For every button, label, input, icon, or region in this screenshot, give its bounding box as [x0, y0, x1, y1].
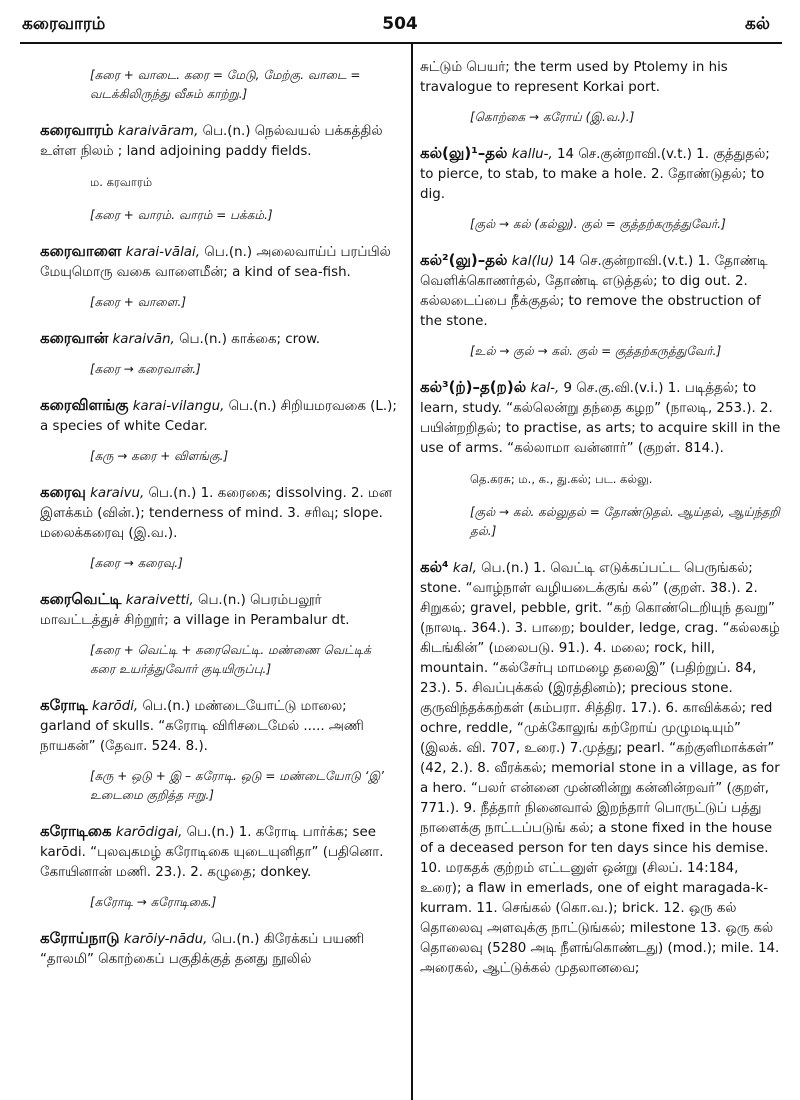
transliteration: kallu-, [511, 147, 553, 162]
etymology-note: [கரை → கரைவான்.] [90, 362, 201, 376]
definition: 14 செ.குன்றாவி.(v.t.) 1. குத்துதல்; to pierce, to stab, to make a hole. 2. தோண்டுதல்; to dig. [420, 147, 770, 202]
left-column [40, 58, 398, 976]
etymology-note: [உல் → குல் → கல். குல் = குத்தற்கருத்துவேர்.] [470, 344, 722, 358]
etymology-note: [குல் → கல் (கல்லு). குல் = குத்தற்கருத்துவேர்.] [470, 217, 726, 231]
dictionary-entry [40, 928, 398, 970]
transliteration: kal, [452, 561, 477, 576]
column-divider [411, 44, 413, 1100]
headword: கரைவு [40, 483, 86, 501]
headword: கல்⁴ [420, 558, 449, 576]
headword: கல்(லு)¹–தல் [420, 144, 508, 162]
etymology-note: [கரை + வாரம். வாரம் = பக்கம்.] [90, 208, 273, 222]
headword: கரைவாளை [40, 242, 122, 260]
definition: 9 செ.கு.வி.(v.i.) 1. படித்தல்; to learn, study. “கல்லென்று தந்தை கழற” (நாலடி, 253.). 2. பயின்றறிதல்; to practise, as arts; to acquire skill in the use of arms. “கல்லாமா வன்னார்” (குறள். 814.). [420, 381, 781, 456]
etymology-note: [கரை + வெட்டி + கரைவெட்டி. மண்ணை வெட்டிக் கரை உயர்த்துவோர் குடியிருப்பு.] [90, 643, 371, 676]
headword: கரைவான் [40, 329, 109, 347]
definition: பெ.(n.) 1. கரோடி பார்க்க; see karōdi. “புலவுகமழ் கரோடிகை யுடையுனிதா” (பதினொ. கோயினான் மணி. 23.). 2. கழுதை; donkey. [40, 825, 384, 880]
headword: கரோடி [40, 696, 88, 714]
dictionary-entry [420, 143, 782, 205]
definition: பெ.(n.) காக்கை; crow. [179, 332, 321, 347]
header-rule [20, 42, 782, 44]
etymology-note: [கரோடி → கரோடிகை.] [90, 895, 217, 909]
cognates: ம. கரவாரம் [90, 175, 153, 189]
headword: கரைவாரம் [40, 121, 114, 139]
definition: பெ.(n.) பெரம்பலூர் மாவட்டத்துச் சிற்றூர்; a village in Perambalur dt. [40, 593, 350, 628]
headword: கரைவெட்டி [40, 590, 122, 608]
etymology-note: [குல் → கல். கல்லுதல் = தோண்டுதல். ஆய்தல், ஆய்ந்தறி தல்.] [470, 505, 780, 538]
dictionary-entry [40, 695, 398, 757]
definition: பெ.(n.) நெல்வயல் பக்கத்தில் உள்ள நிலம் ; land adjoining paddy fields. [40, 124, 383, 159]
dictionary-entry [420, 250, 782, 332]
headword: கரோடிகை [40, 822, 112, 840]
cognates: தெ.கரசு; ம., க., து.கல்; பட. கல்லு. [470, 472, 653, 486]
transliteration: karai-vilangu, [132, 399, 225, 414]
definition: 14 செ.குன்றாவி.(v.t.) 1. தோண்டி வெளிக்கொணர்தல், தோண்டி எடுத்தல்; to dig out. 2. கல்லடைப்பை நீக்குதல்; to remove the obstruction of the stone. [420, 254, 768, 329]
definition: பெ.(n.) 1. கரைகை; dissolving. 2. மன இளக்கம் (வின்.); tenderness of mind. 3. சரிவு; slope. மலைக்கரைவு (இ.வ.). [40, 486, 392, 541]
dictionary-entry [40, 241, 398, 283]
transliteration: kal-, [530, 381, 560, 396]
dictionary-entry [40, 482, 398, 544]
definition: பெ.(n.) கிரேக்கப் பயணி “தாலமி” கொற்கைப் பகுதிக்குத் தனது நூலில் [40, 932, 364, 967]
right-guide-word: கல் [745, 14, 770, 34]
definition: பெ.(n.) அலைவாய்ப் பரப்பில் மேயுமொரு வகை வாளைமீன்; a kind of sea-fish. [40, 245, 391, 280]
transliteration: karaivāram, [117, 124, 199, 139]
dictionary-entry [40, 395, 398, 437]
left-guide-word: கரைவாரம் [22, 14, 106, 34]
headword: கல்³(ற்)–த(ற)ல் [420, 378, 527, 396]
right-column [420, 58, 782, 985]
headword: கல்²(லு)–தல் [420, 251, 508, 269]
etymology-note: [கரை → கரைவு.] [90, 556, 183, 570]
transliteration: karai-vālai, [125, 245, 200, 260]
definition: பெ.(n.) சிறியமரவகை (L.); a species of white Cedar. [40, 399, 397, 434]
dictionary-entry [40, 589, 398, 631]
etymology-note: [கரு + ஒடு + இ – கரோடி. ஒடு = மண்டையோடு ‘இ’ உடைமை குறித்த ஈறு.] [90, 769, 384, 802]
headword: கரோய்நாடு [40, 929, 120, 947]
dictionary-entry [40, 821, 398, 883]
dictionary-entry [40, 328, 398, 350]
transliteration: karōdigai, [115, 825, 183, 840]
headword: கரைவிளங்கு [40, 396, 129, 414]
etymology-note: [கரை + வாளை.] [90, 295, 187, 309]
dictionary-entry [40, 120, 398, 162]
transliteration: kal(lu) [511, 254, 555, 269]
transliteration: karaivān, [112, 332, 175, 347]
dictionary-entry [420, 557, 782, 979]
dictionary-entry [420, 377, 782, 459]
transliteration: karōdi, [92, 699, 139, 714]
page-number: 504 [382, 14, 418, 34]
definition: பெ.(n.) 1. வெட்டி எடுக்கப்பட்ட பெருங்கல்; stone. “வாழ்நாள் வழியடைக்குங் கல்” (குறள். 38.). 2. சிறுகல்; gravel, pebble, grit. “கற் கொண்டெறியுந் தவறு” (நாலடி. 364.). 3. பாறை; boulder, ledge, crag. “கல்லகழ் கிடங்கின்” (மலைபடு. 91.). 4. மலை; rock, hill, mountain. “கல்சேர்பு மாமழை தலைஇ” (பதிற்றுப். 84, 23.). 5. சிவப்புக்கல் (இரத்தினம்); precious stone. குருவிந்தக்கற்கள் (கம்பரா. சித்திர. 17.). 6. காவிக்கல்; red ochre, reddle, “முக்கோலுங் கற்றோய் முழுமடியும்” (இலக். வி. 707, உரை.) 7.முத்து; pearl. “கற்குளிமாக்கள்” (42, 2.). 8. வீரக்கல்; memorial stone in a village, as for a hero. “பலர் என்னை முன்னின்று கன்னின்றவர்” (குறள், 771.). 9. நீத்தார் நினைவால் இறந்தார் பொருட்டுப் பத்து நாளைக்கு நாட்டப்படுங் கல்; a stone fixed in the house of a deceased person for ten days since his demise. 10. மரகதக் குற்றம் எட்டனுள் ஒன்று (சிலப். 14:184, உரை); a flaw in emerlads, one of eight maragada-k-kurram. 11. செங்கல் (கொ.வ.); brick. 12. ஒரு கல் தொலைவு அளவுக்கு நாட்டுங்கல்; milestone 13. ஒரு கல் தொலைவு (5280 அடி நீளங்கொண்டது) (mod.); mile. 14. அரைகல், ஆட்டுக்கல் முதலானவை; [420, 561, 780, 976]
page-header [0, 0, 800, 40]
etymology-note: [கொற்கை → கரோய் (இ.வ.).] [470, 110, 635, 124]
etymology-note: [கரை + வாடை. கரை = மேடு, மேற்கு. வாடை = வடக்கிலிருந்து வீசும் காற்று.] [90, 68, 361, 101]
transliteration: karaivetti, [125, 593, 194, 608]
etymology-note: [கரு → கரை + விளங்கு.] [90, 449, 229, 463]
continued-definition: சுட்டும் பெயர்; the term used by Ptolemy in his travalogue to represent Korkai port. [420, 60, 728, 95]
definition: பெ.(n.) மண்டையோட்டு மாலை; garland of skulls. “கரோடி விரிசடைமேல் ..... அணி நாயகன்” (தேவா. 524. 8.). [40, 699, 364, 754]
transliteration: karaivu, [90, 486, 145, 501]
transliteration: karōiy-nādu, [123, 932, 208, 947]
